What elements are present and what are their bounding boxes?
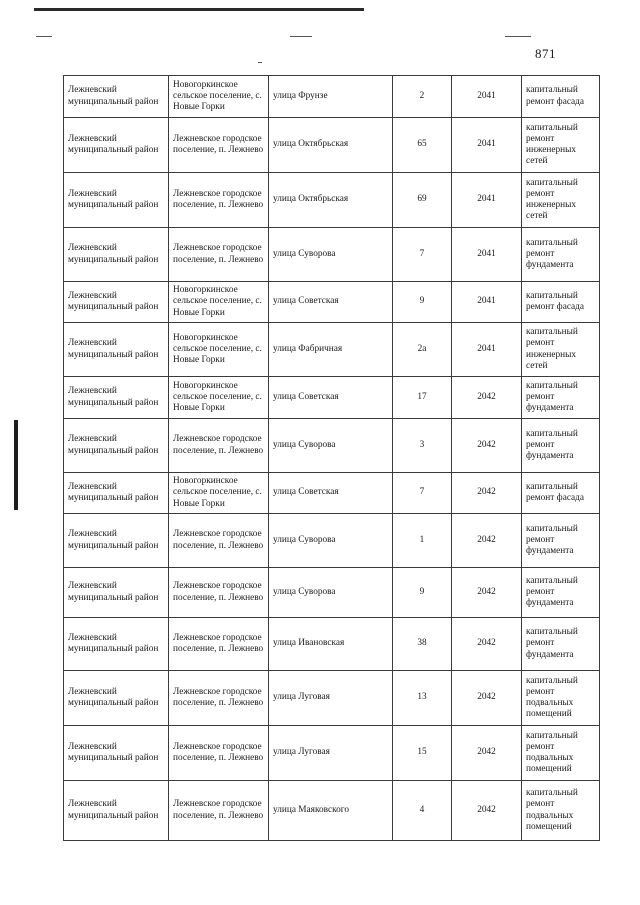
scan-speck [258, 62, 262, 63]
work-type-cell: капитальный ремонт фундамента [522, 377, 600, 419]
table-row [64, 228, 600, 282]
work-type-cell: капитальный ремонт инженерных сетей [522, 323, 600, 377]
house-number-cell: 15 [393, 726, 452, 781]
street-cell: улица Октябрьская [269, 173, 393, 228]
year-cell: 2042 [452, 671, 522, 726]
table-row [64, 323, 600, 377]
settlement-cell: Лежневское городское поселение, п. Лежнево [169, 568, 269, 618]
district-cell: Лежневский муниципальный район [64, 173, 169, 228]
year-cell: 2041 [452, 118, 522, 173]
district-cell: Лежневский муниципальный район [64, 419, 169, 473]
district-cell: Лежневский муниципальный район [64, 282, 169, 323]
street-cell: улица Суворова [269, 514, 393, 568]
house-number-cell: 3 [393, 419, 452, 473]
year-cell: 2042 [452, 726, 522, 781]
street-cell: улица Ивановская [269, 618, 393, 671]
street-cell: улица Луговая [269, 726, 393, 781]
district-cell: Лежневский муниципальный район [64, 228, 169, 282]
district-cell: Лежневский муниципальный район [64, 377, 169, 419]
settlement-cell: Лежневское городское поселение, п. Лежнево [169, 781, 269, 841]
repair-schedule-table [63, 75, 600, 841]
year-cell: 2041 [452, 76, 522, 118]
table-row [64, 781, 600, 841]
district-cell: Лежневский муниципальный район [64, 726, 169, 781]
house-number-cell: 69 [393, 173, 452, 228]
house-number-cell: 9 [393, 568, 452, 618]
scan-artifact-left-bar [14, 420, 18, 510]
district-cell: Лежневский муниципальный район [64, 118, 169, 173]
house-number-cell: 65 [393, 118, 452, 173]
house-number-cell: 13 [393, 671, 452, 726]
settlement-cell: Лежневское городское поселение, п. Лежнево [169, 514, 269, 568]
house-number-cell: 2 [393, 76, 452, 118]
settlement-cell: Новогоркинское сельское поселение, с. Новые Горки [169, 282, 269, 323]
street-cell: улица Суворова [269, 419, 393, 473]
year-cell: 2041 [452, 323, 522, 377]
year-cell: 2042 [452, 618, 522, 671]
year-cell: 2041 [452, 173, 522, 228]
street-cell: улица Луговая [269, 671, 393, 726]
table-row [64, 726, 600, 781]
table-row [64, 419, 600, 473]
street-cell: улица Советская [269, 377, 393, 419]
house-number-cell: 7 [393, 228, 452, 282]
street-cell: улица Маяковского [269, 781, 393, 841]
year-cell: 2042 [452, 781, 522, 841]
district-cell: Лежневский муниципальный район [64, 323, 169, 377]
settlement-cell: Лежневское городское поселение, п. Лежнево [169, 173, 269, 228]
settlement-cell: Лежневское городское поселение, п. Лежнево [169, 671, 269, 726]
table-row [64, 173, 600, 228]
year-cell: 2041 [452, 282, 522, 323]
work-type-cell: капитальный ремонт подвальных помещений [522, 726, 600, 781]
street-cell: улица Советская [269, 473, 393, 514]
work-type-cell: капитальный ремонт фасада [522, 282, 600, 323]
scan-artifact-top-bar [34, 8, 364, 11]
house-number-cell: 38 [393, 618, 452, 671]
table-row [64, 671, 600, 726]
settlement-cell: Лежневское городское поселение, п. Лежнево [169, 726, 269, 781]
year-cell: 2042 [452, 419, 522, 473]
year-cell: 2042 [452, 514, 522, 568]
settlement-cell: Лежневское городское поселение, п. Лежнево [169, 419, 269, 473]
house-number-cell: 9 [393, 282, 452, 323]
settlement-cell: Лежневское городское поселение, п. Лежнево [169, 618, 269, 671]
house-number-cell: 2а [393, 323, 452, 377]
street-cell: улица Октябрьская [269, 118, 393, 173]
work-type-cell: капитальный ремонт фундамента [522, 568, 600, 618]
work-type-cell: капитальный ремонт фасада [522, 473, 600, 514]
house-number-cell: 7 [393, 473, 452, 514]
work-type-cell: капитальный ремонт инженерных сетей [522, 118, 600, 173]
year-cell: 2042 [452, 473, 522, 514]
district-cell: Лежневский муниципальный район [64, 781, 169, 841]
table-row [64, 76, 600, 118]
district-cell: Лежневский муниципальный район [64, 514, 169, 568]
work-type-cell: капитальный ремонт фундамента [522, 419, 600, 473]
work-type-cell: капитальный ремонт фундамента [522, 228, 600, 282]
street-cell: улица Фабричная [269, 323, 393, 377]
table-row [64, 618, 600, 671]
district-cell: Лежневский муниципальный район [64, 473, 169, 514]
house-number-cell: 4 [393, 781, 452, 841]
table-row [64, 514, 600, 568]
house-number-cell: 17 [393, 377, 452, 419]
table-body [64, 76, 600, 841]
table-row [64, 118, 600, 173]
district-cell: Лежневский муниципальный район [64, 618, 169, 671]
district-cell: Лежневский муниципальный район [64, 568, 169, 618]
settlement-cell: Лежневское городское поселение, п. Лежнево [169, 228, 269, 282]
house-number-cell: 1 [393, 514, 452, 568]
work-type-cell: капитальный ремонт фасада [522, 76, 600, 118]
district-cell: Лежневский муниципальный район [64, 76, 169, 118]
scan-speck [36, 36, 52, 37]
table-row [64, 568, 600, 618]
work-type-cell: капитальный ремонт инженерных сетей [522, 173, 600, 228]
table-row [64, 282, 600, 323]
settlement-cell: Новогоркинское сельское поселение, с. Новые Горки [169, 76, 269, 118]
district-cell: Лежневский муниципальный район [64, 671, 169, 726]
street-cell: улица Суворова [269, 228, 393, 282]
table-row [64, 377, 600, 419]
work-type-cell: капитальный ремонт подвальных помещений [522, 781, 600, 841]
settlement-cell: Лежневское городское поселение, п. Лежнево [169, 118, 269, 173]
work-type-cell: капитальный ремонт фундамента [522, 618, 600, 671]
page-number: 871 [535, 46, 556, 61]
year-cell: 2042 [452, 568, 522, 618]
work-type-cell: капитальный ремонт фундамента [522, 514, 600, 568]
scan-speck [290, 36, 312, 37]
street-cell: улица Советская [269, 282, 393, 323]
scan-speck [505, 36, 531, 37]
settlement-cell: Новогоркинское сельское поселение, с. Новые Горки [169, 473, 269, 514]
year-cell: 2042 [452, 377, 522, 419]
settlement-cell: Новогоркинское сельское поселение, с. Новые Горки [169, 323, 269, 377]
year-cell: 2041 [452, 228, 522, 282]
street-cell: улица Суворова [269, 568, 393, 618]
street-cell: улица Фрунзе [269, 76, 393, 118]
work-type-cell: капитальный ремонт подвальных помещений [522, 671, 600, 726]
table-row [64, 473, 600, 514]
settlement-cell: Новогоркинское сельское поселение, с. Новые Горки [169, 377, 269, 419]
